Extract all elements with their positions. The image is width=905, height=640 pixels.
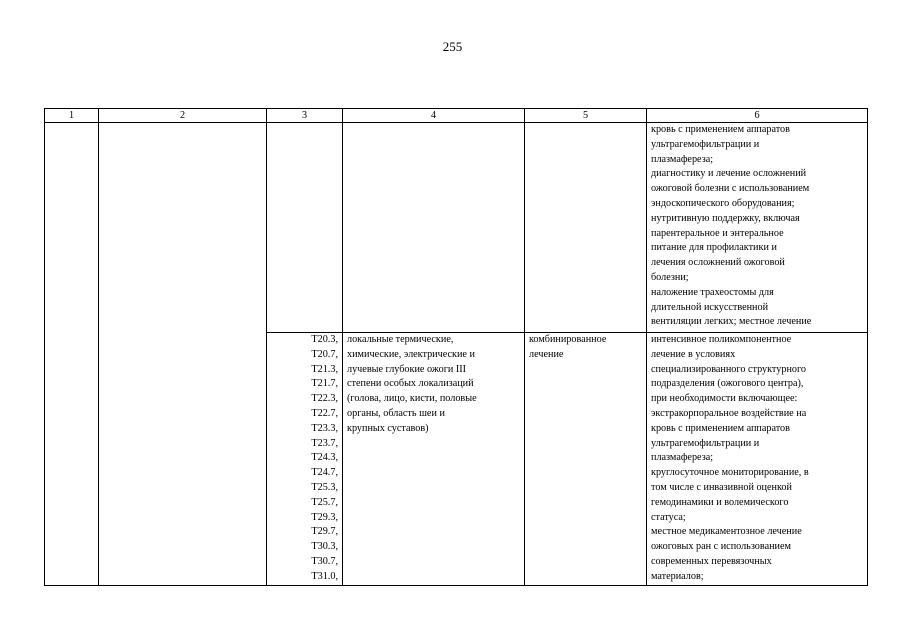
text-line: T20.7, (311, 348, 338, 360)
header-cell: 2 (99, 109, 267, 123)
text-line: T29.7, (311, 526, 338, 538)
text-line: T30.7, (311, 555, 338, 567)
text-line: T31.0, (311, 570, 338, 582)
text-line: местное медикаментозное лечение (651, 526, 802, 538)
text-line: современных перевязочных (651, 555, 772, 567)
header-cell: 1 (45, 109, 99, 123)
text-line: лечение (529, 348, 564, 360)
text-line: T23.3, (311, 422, 338, 434)
cell-icd-codes (267, 333, 343, 586)
text-line: статуса; (651, 511, 686, 523)
text-line: вентиляции легких; местное лечение (651, 316, 812, 328)
cell-col5 (525, 123, 647, 333)
text-line: лечения осложнений ожоговой (651, 257, 785, 269)
text-line: гемодинамики и волемического (651, 496, 789, 508)
text-line: комбинированное (529, 334, 607, 345)
text-line: болезни; (651, 271, 689, 283)
text-line: плазмафереза; (651, 452, 714, 464)
text-line: специализированного структурного (651, 363, 807, 375)
cell-treatment-continued (647, 123, 868, 333)
text-line: нутритивную поддержку, включая (651, 212, 800, 224)
text-line: T25.7, (311, 496, 338, 508)
text-line: лечение в условиях (651, 348, 736, 360)
text-line: питание для профилактики и (651, 242, 777, 254)
text-line: эндоскопического оборудования; (651, 197, 795, 209)
header-cell: 6 (647, 109, 868, 123)
cell-col4 (343, 123, 525, 333)
text-line: T24.7, (311, 467, 338, 479)
text-line: при необходимости включающее: (651, 393, 798, 405)
text-line: интенсивное поликомпонентное (651, 334, 792, 345)
cell-diagnosis (343, 333, 525, 586)
cell-treatment-type (525, 333, 647, 586)
header-cell: 3 (267, 109, 343, 123)
text-line: T22.3, (311, 393, 338, 405)
text-line: плазмафереза; (651, 153, 714, 165)
cell-treatment-method (647, 333, 868, 586)
text-line: лучевые глубокие ожоги III (347, 363, 467, 375)
text-line: экстракорпоральное воздействие на (651, 407, 807, 419)
text-line: T21.3, (311, 363, 338, 375)
text-line: диагностику и лечение осложнений (651, 168, 807, 180)
text-line: T30.3, (311, 541, 338, 553)
text-line: наложение трахеостомы для (651, 286, 774, 298)
text-line: ультрагемофильтрации и (651, 138, 760, 150)
text-line: подразделения (ожогового центра), (651, 378, 804, 390)
text-line: степени особых локализаций (347, 378, 474, 390)
text-line: T25.3, (311, 481, 338, 493)
text-line: кровь с применением аппаратов (651, 422, 790, 434)
text-line: том числе с инвазивной оценкой (651, 481, 792, 493)
cell-col2 (99, 123, 267, 586)
header-cell: 4 (343, 109, 525, 123)
text-line: парентеральное и энтеральное (651, 227, 784, 239)
text-line: длительной искусственной (651, 301, 769, 313)
text-line: кровь с применением аппаратов (651, 124, 790, 135)
text-line: крупных суставов) (347, 422, 429, 434)
text-line: T24.3, (311, 452, 338, 464)
text-line: ожоговых ран с использованием (651, 541, 791, 553)
text-line: материалов; (651, 570, 704, 582)
page-number: 255 (442, 39, 463, 54)
table-row (45, 123, 868, 333)
text-line: T29.3, (311, 511, 338, 523)
text-line: (голова, лицо, кисти, половые (347, 393, 477, 405)
text-line: T21.7, (311, 378, 338, 390)
text-line: локальные термические, (347, 334, 454, 345)
medical-standards-table (44, 108, 868, 586)
text-line: T23.7, (311, 437, 338, 449)
text-line: органы, область шеи и (347, 407, 445, 419)
cell-col1 (45, 123, 99, 586)
text-line: T20.3, (311, 334, 338, 345)
text-line: круглосуточное мониторирование, в (651, 467, 809, 479)
text-line: T22.7, (311, 407, 338, 419)
table-header-row (45, 109, 868, 123)
header-cell: 5 (525, 109, 647, 123)
text-line: ультрагемофильтрации и (651, 437, 760, 449)
text-line: химические, электрические и (347, 348, 475, 360)
text-line: ожоговой болезни с использованием (651, 183, 810, 195)
cell-col3 (267, 123, 343, 333)
